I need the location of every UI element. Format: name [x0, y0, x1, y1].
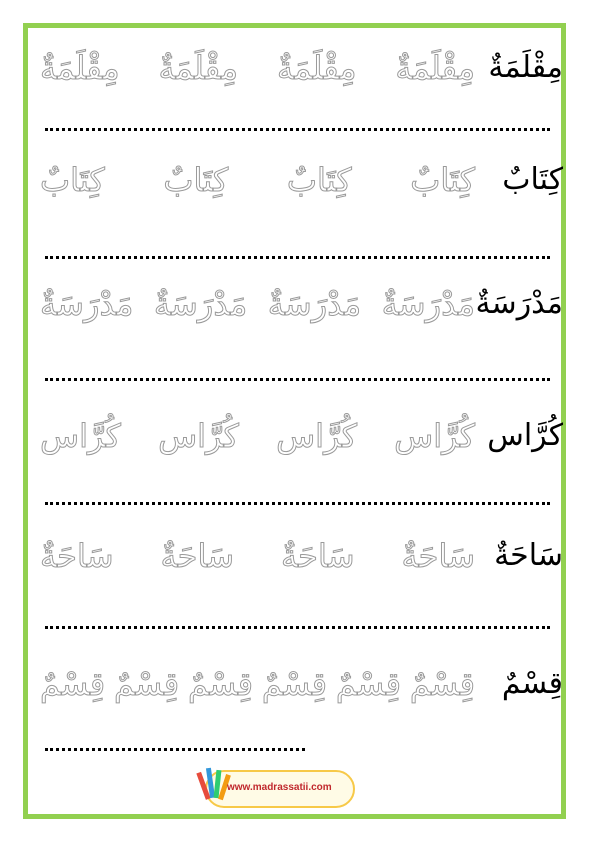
writing-line[interactable] [45, 748, 305, 751]
trace-word: قِسْمٌ [40, 665, 106, 703]
trace-word: كُرَّاس [158, 417, 239, 455]
trace-word: مِقْلَمَةٌ [40, 49, 120, 87]
trace-word: مِقْلَمَةٌ [395, 49, 475, 87]
model-word: سَاحَةٌ [494, 538, 563, 573]
trace-word: سَاحَةٌ [401, 537, 475, 575]
row-6 [0, 644, 595, 724]
writing-line[interactable] [45, 128, 550, 131]
model-word: قِسْمٌ [501, 666, 563, 701]
trace-word: سَاحَةٌ [281, 537, 355, 575]
model-word: مَدْرَسَةٌ [475, 286, 563, 321]
trace-group [40, 644, 475, 724]
trace-group [40, 264, 475, 344]
model-word: كُرَّاس [487, 418, 563, 453]
writing-line[interactable] [45, 502, 550, 505]
row-1 [0, 28, 595, 108]
trace-word: قِسْمٌ [335, 665, 402, 703]
trace-word: مَدْرَسَةٌ [267, 285, 362, 323]
trace-group [40, 396, 475, 476]
writing-line[interactable] [45, 626, 550, 629]
trace-word: قِسْمٌ [113, 665, 180, 703]
trace-word: سَاحَةٌ [160, 537, 234, 575]
trace-word: كِتَابٌ [163, 161, 229, 199]
model-word: كِتَابٌ [502, 162, 563, 197]
model-word: مِقْلَمَةٌ [488, 50, 563, 85]
trace-word: مَدْرَسَةٌ [381, 285, 475, 323]
trace-word: قِسْمٌ [261, 665, 328, 703]
logo-text: www.madrassatii.com [227, 782, 332, 793]
trace-word: مِقْلَمَةٌ [276, 49, 357, 87]
trace-word: كُرَّاس [276, 417, 357, 455]
trace-word: كُرَّاس [40, 417, 121, 455]
trace-word: كِتَابٌ [40, 161, 105, 199]
trace-group [40, 140, 475, 220]
trace-word: كُرَّاس [394, 417, 475, 455]
trace-word: قِسْمٌ [409, 665, 475, 703]
site-logo [205, 770, 355, 808]
row-5 [0, 516, 595, 596]
row-3 [0, 264, 595, 344]
trace-word: قِسْمٌ [187, 665, 254, 703]
trace-word: مَدْرَسَةٌ [40, 285, 134, 323]
trace-word: مِقْلَمَةٌ [158, 49, 239, 87]
row-4 [0, 396, 595, 476]
trace-word: كِتَابٌ [410, 161, 475, 199]
writing-line[interactable] [45, 256, 550, 259]
row-2 [0, 140, 595, 220]
trace-word: سَاحَةٌ [40, 537, 114, 575]
writing-line[interactable] [45, 378, 550, 381]
trace-group [40, 28, 475, 108]
trace-group [40, 516, 475, 596]
trace-word: مَدْرَسَةٌ [153, 285, 248, 323]
trace-word: كِتَابٌ [286, 161, 352, 199]
